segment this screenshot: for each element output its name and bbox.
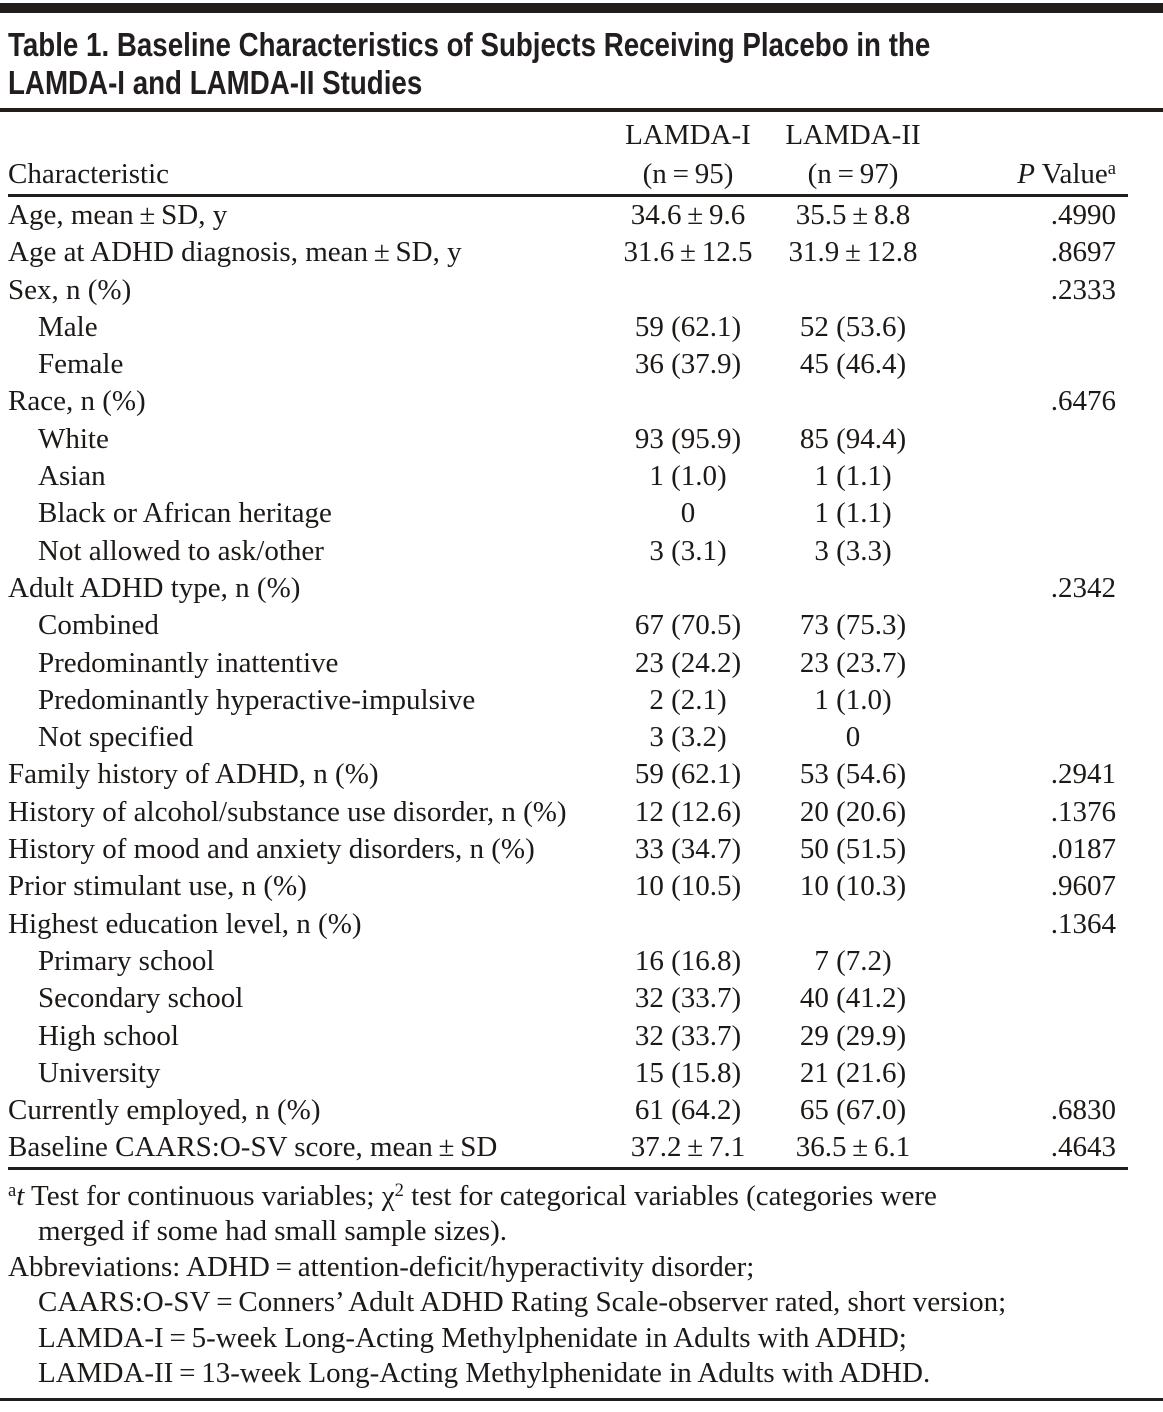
characteristic-cell: Not allowed to ask/other <box>38 534 324 567</box>
characteristic-cell: High school <box>38 1019 179 1052</box>
pvalue-cell: .6830 <box>1050 1094 1116 1127</box>
lamda1-cell: 59 (62.1) <box>634 310 742 343</box>
lamda2-cell: 65 (67.0) <box>799 1094 907 1127</box>
lamda2-cell: 40 (41.2) <box>799 982 907 1015</box>
characteristic-cell: Secondary school <box>38 982 244 1015</box>
lamda1-cell: 31.6 ± 12.5 <box>623 236 753 269</box>
footnote-line: LAMDA-I = 5-week Long-Acting Methylphenidate in Adults with ADHD; <box>38 1321 907 1354</box>
table-row <box>8 868 1128 905</box>
lamda1-cell: 32 (33.7) <box>634 1019 742 1052</box>
table-row <box>8 831 1128 868</box>
lamda2-cell: 52 (53.6) <box>799 310 907 343</box>
table-title-line2: LAMDA-I and LAMDA-II Studies <box>8 64 423 101</box>
lamda1-cell: 2 (2.1) <box>649 683 727 716</box>
header-lamda1-n: (n = 95) <box>613 155 763 196</box>
table-row <box>8 234 1128 271</box>
characteristic-cell: Male <box>38 310 98 343</box>
characteristic-cell: Race, n (%) <box>8 385 146 418</box>
characteristic-cell: Age at ADHD diagnosis, mean ± SD, y <box>8 236 462 269</box>
header-lamda2-name: LAMDA-II <box>785 119 921 151</box>
characteristic-cell: Combined <box>38 609 159 642</box>
table-footnotes <box>8 1179 1155 1392</box>
lamda1-cell: 23 (24.2) <box>634 646 742 679</box>
pvalue-cell: .2333 <box>1050 273 1116 306</box>
pvalue-cell <box>943 495 1128 532</box>
header-row-group-names <box>8 112 1128 155</box>
lamda1-cell <box>613 272 763 309</box>
top-rule <box>0 3 1163 13</box>
lamda1-cell: 61 (64.2) <box>634 1094 742 1127</box>
characteristic-cell: Family history of ADHD, n (%) <box>8 758 379 791</box>
header-lamda2-n: (n = 97) <box>763 155 943 196</box>
table-row <box>8 1018 1128 1055</box>
footnote-line: CAARS:O-SV = Conners’ Adult ADHD Rating Scale-observer rated, short version; <box>38 1286 1007 1319</box>
table-title <box>8 26 1117 102</box>
characteristic-cell: History of alcohol/substance use disorder, n (%) <box>8 795 567 828</box>
footnote-line: $^a$t Test for continuous variables; $\chi^2$ test for categorical variables (categories were <box>8 1179 937 1212</box>
pvalue-cell <box>943 1055 1128 1092</box>
characteristic-cell: Highest education level, n (%) <box>8 907 362 940</box>
lamda1-cell: 0 <box>680 497 696 530</box>
characteristic-cell: University <box>38 1056 161 1089</box>
characteristic-cell: Age, mean ± SD, y <box>8 199 228 231</box>
characteristic-cell: White <box>38 422 109 455</box>
lamda1-cell: 33 (34.7) <box>634 833 742 866</box>
pvalue-cell: .4643 <box>943 1129 1128 1168</box>
pvalue-cell <box>943 1018 1128 1055</box>
characteristic-cell: History of mood and anxiety disorders, n (%) <box>8 833 535 866</box>
lamda1-cell: 36 (37.9) <box>634 348 742 381</box>
lamda1-cell: 59 (62.1) <box>634 758 742 791</box>
lamda2-cell: 0 <box>845 721 861 754</box>
table-row <box>8 346 1128 383</box>
journal-table-figure <box>0 3 1163 1412</box>
lamda2-cell: 45 (46.4) <box>799 348 907 381</box>
table-row <box>8 272 1128 309</box>
lamda2-cell: 1 (1.1) <box>814 460 892 493</box>
footnote-line: LAMDA-II = 13-week Long-Acting Methylphenidate in Adults with ADHD. <box>38 1357 931 1390</box>
table-row <box>8 421 1128 458</box>
header-empty <box>8 112 613 155</box>
lamda1-cell: 3 (3.2) <box>649 721 727 754</box>
lamda2-cell <box>763 570 943 607</box>
table-row <box>8 495 1128 532</box>
table-row <box>8 645 1128 682</box>
lamda1-cell: 1 (1.0) <box>649 460 727 493</box>
footnote-line: Abbreviations: ADHD = attention-deficit/hyperactivity disorder; <box>8 1250 755 1283</box>
header-pvalue-sup: a <box>1107 158 1116 180</box>
pvalue-cell: .4990 <box>1050 199 1116 231</box>
characteristic-cell: Baseline CAARS:O-SV score, mean ± SD <box>8 1129 613 1168</box>
header-pvalue <box>943 155 1128 196</box>
lamda1-cell: 16 (16.8) <box>634 944 742 977</box>
characteristic-cell: Black or African heritage <box>38 497 332 530</box>
header-lamda1-name: LAMDA-I <box>625 119 751 151</box>
characteristic-cell: Currently employed, n (%) <box>8 1094 321 1127</box>
lamda2-cell: 1 (1.0) <box>814 683 892 716</box>
table-row <box>8 1092 1128 1129</box>
pvalue-cell <box>943 943 1128 980</box>
lamda2-cell: 31.9 ± 12.8 <box>788 236 918 269</box>
bottom-rule <box>0 1398 1163 1401</box>
lamda2-cell: 85 (94.4) <box>799 422 907 455</box>
pvalue-cell: .8697 <box>1050 236 1116 269</box>
pvalue-cell <box>943 309 1128 346</box>
lamda2-cell: 36.5 ± 6.1 <box>763 1129 943 1168</box>
lamda1-cell <box>613 383 763 420</box>
lamda1-cell: 32 (33.7) <box>634 982 742 1015</box>
pvalue-cell <box>943 607 1128 644</box>
characteristic-cell: Sex, n (%) <box>8 273 132 306</box>
table-row <box>8 533 1128 570</box>
pvalue-cell <box>943 719 1128 756</box>
lamda2-cell: 7 (7.2) <box>814 944 892 977</box>
table-row <box>8 906 1128 943</box>
lamda2-cell: 10 (10.3) <box>799 870 907 903</box>
table-row <box>8 607 1128 644</box>
lamda1-cell: 37.2 ± 7.1 <box>613 1129 763 1168</box>
characteristic-cell: Female <box>38 348 124 381</box>
header-empty <box>943 112 1128 155</box>
pvalue-cell <box>943 421 1128 458</box>
characteristic-cell: Asian <box>38 460 106 493</box>
lamda2-cell: 29 (29.9) <box>799 1019 907 1052</box>
table-row <box>8 1129 1128 1168</box>
lamda2-cell: 50 (51.5) <box>799 833 907 866</box>
table-row <box>8 309 1128 346</box>
table-row <box>8 719 1128 756</box>
lamda1-cell <box>613 906 763 943</box>
characteristic-cell: Predominantly hyperactive-impulsive <box>38 683 476 716</box>
table-row <box>8 943 1128 980</box>
lamda2-cell: 1 (1.1) <box>814 497 892 530</box>
lamda2-cell <box>763 272 943 309</box>
pvalue-cell: .2941 <box>1050 758 1116 791</box>
table-row <box>8 196 1128 235</box>
lamda2-cell: 3 (3.3) <box>814 534 892 567</box>
table-body <box>8 196 1128 1169</box>
pvalue-cell <box>943 346 1128 383</box>
table-row <box>8 383 1128 420</box>
table-title-line1: Table 1. Baseline Characteristics of Subjects Receiving Placebo in the <box>8 26 931 63</box>
lamda2-cell: 73 (75.3) <box>799 609 907 642</box>
table-row <box>8 570 1128 607</box>
table-header <box>8 112 1128 196</box>
lamda1-cell: 15 (15.8) <box>634 1056 742 1089</box>
header-row-column-labels <box>8 155 1128 196</box>
lamda1-cell <box>613 570 763 607</box>
characteristic-cell: Primary school <box>38 944 215 977</box>
pvalue-cell <box>943 682 1128 719</box>
baseline-characteristics-table <box>8 112 1128 1170</box>
pvalue-cell: .2342 <box>1050 571 1116 604</box>
lamda1-cell: 67 (70.5) <box>634 609 742 642</box>
lamda1-cell: 12 (12.6) <box>634 795 742 828</box>
pvalue-cell: .1376 <box>1050 795 1116 828</box>
lamda1-cell: 34.6 ± 9.6 <box>630 199 746 231</box>
lamda2-cell: 23 (23.7) <box>799 646 907 679</box>
lamda1-cell: 3 (3.1) <box>649 534 727 567</box>
table-row <box>8 794 1128 831</box>
table-row <box>8 980 1128 1017</box>
header-characteristic: Characteristic <box>8 155 613 196</box>
characteristic-cell: Prior stimulant use, n (%) <box>8 870 307 903</box>
pvalue-cell: .0187 <box>1050 833 1116 866</box>
characteristic-cell: Predominantly inattentive <box>38 646 339 679</box>
table-row <box>8 458 1128 495</box>
lamda2-cell <box>763 906 943 943</box>
lamda2-cell: 53 (54.6) <box>799 758 907 791</box>
pvalue-cell <box>943 533 1128 570</box>
lamda2-cell: 35.5 ± 8.8 <box>795 199 911 231</box>
footnote-line: merged if some had small sample sizes). <box>38 1215 507 1248</box>
pvalue-cell <box>943 645 1128 682</box>
table-row <box>8 682 1128 719</box>
characteristic-cell: Not specified <box>38 721 194 754</box>
lamda2-cell <box>763 383 943 420</box>
pvalue-cell <box>943 980 1128 1017</box>
header-pvalue-rest: Value <box>1035 158 1108 190</box>
characteristic-cell: Adult ADHD type, n (%) <box>8 571 301 604</box>
pvalue-cell: .6476 <box>1050 385 1116 418</box>
header-pvalue-p: P <box>1017 158 1035 190</box>
lamda1-cell: 10 (10.5) <box>634 870 742 903</box>
table-row <box>8 756 1128 793</box>
pvalue-cell: .1364 <box>1050 907 1116 940</box>
pvalue-cell <box>943 458 1128 495</box>
pvalue-cell: .9607 <box>1050 870 1116 903</box>
lamda1-cell: 93 (95.9) <box>634 422 742 455</box>
lamda2-cell: 20 (20.6) <box>799 795 907 828</box>
lamda2-cell: 21 (21.6) <box>799 1056 907 1089</box>
table-row <box>8 1055 1128 1092</box>
